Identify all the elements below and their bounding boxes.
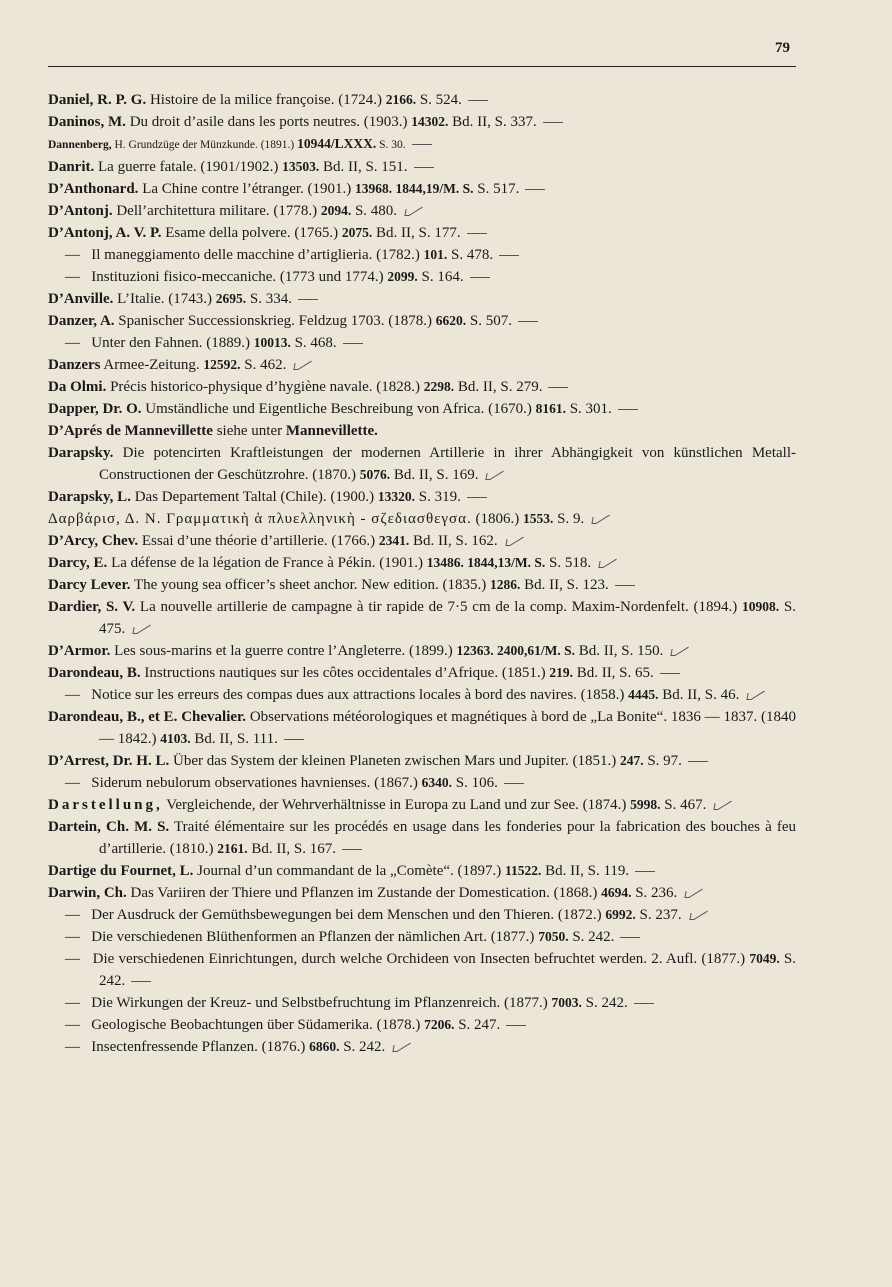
entry-shelfmark: 2166. xyxy=(385,92,417,107)
entry-title: La défense de la légation de France à Pékin. (1901.) xyxy=(107,555,427,571)
entry-title: La nouvelle artillerie de campagne à tir rapide de 7·5 cm de la comp. Maxim-Nordenfelt. (1894.) xyxy=(135,599,743,615)
handwritten-dash-mark-icon xyxy=(499,251,521,261)
catalog-entry xyxy=(48,486,796,508)
catalog-entry xyxy=(48,750,796,772)
entry-shelfmark: 6992. xyxy=(605,907,636,922)
handwritten-check-mark-icon xyxy=(403,207,425,217)
handwritten-dash-mark-icon xyxy=(504,779,526,789)
handwritten-check-mark-icon xyxy=(391,1043,413,1053)
handwritten-dash-mark-icon xyxy=(467,229,489,239)
entry-title: La guerre fatale. (1901/1902.) xyxy=(94,159,283,175)
entry-title: Observations météorologiques et magnétiques à bord de „La Bonite“. 1836 — 1837. (1840 — 1842.) xyxy=(99,709,796,747)
catalog-subentry xyxy=(48,926,796,948)
catalog-entry xyxy=(48,222,796,244)
entry-page-ref: Bd. II, S. 279. xyxy=(454,379,543,395)
page-number: 79 xyxy=(775,40,790,56)
entry-shelfmark: 4103. xyxy=(160,731,191,746)
handwritten-dash-mark-icon xyxy=(342,845,364,855)
entry-page-ref: S. 97. xyxy=(643,753,682,769)
catalog-subentry xyxy=(48,1036,796,1058)
entry-page-ref: S. 242. xyxy=(99,951,797,989)
entry-shelfmark: 13968. 1844,19/M. S. xyxy=(355,181,474,196)
handwritten-check-mark-icon xyxy=(669,647,691,657)
catalog-entry xyxy=(48,816,796,860)
header-rule xyxy=(48,66,796,67)
entry-title: Geologische Beobachtungen über Südamerika. (1878.) xyxy=(91,1017,425,1033)
entry-shelfmark: 7206. xyxy=(424,1017,455,1032)
entry-shelfmark: 6340. xyxy=(421,775,452,790)
handwritten-check-mark-icon xyxy=(712,801,734,811)
entry-page-ref: S. 236. xyxy=(631,885,678,901)
entry-shelfmark: 11522. xyxy=(505,863,542,878)
entry-title: Über das System der kleinen Planeten zwischen Mars und Jupiter. (1851.) xyxy=(169,753,620,769)
entry-shelfmark: 6620. xyxy=(435,313,467,328)
entry-page-ref: Bd. II, S. 123. xyxy=(520,577,609,593)
entry-page-ref: S. 518. xyxy=(545,555,592,571)
entry-title: Die potencirten Kraftleistungen der modernen Artillerie in ihrer Abhängigkeit von künstlichen Metall-Constructionen der Geschützrohre. (1870.) xyxy=(99,445,796,483)
entry-author: Danzer, A. xyxy=(48,313,115,329)
handwritten-dash-mark-icon xyxy=(343,339,365,349)
entry-author: D’Antonj, A. V. P. xyxy=(48,225,162,241)
catalog-entry xyxy=(48,111,796,133)
entry-title: Armee-Zeitung. xyxy=(100,357,204,373)
catalog-entry xyxy=(48,156,796,178)
entry-page-ref: Bd. II, S. 151. xyxy=(319,159,408,175)
entry-title: Il maneggiamento delle macchine d’artiglieria. (1782.) xyxy=(91,247,424,263)
entry-author: Daniel, R. P. G. xyxy=(48,92,147,108)
entry-shelfmark: 4445. xyxy=(628,687,659,702)
entry-shelfmark: 2075. xyxy=(341,225,373,240)
entry-title: Unter den Fahnen. (1889.) xyxy=(91,335,254,351)
entry-page-ref: Bd. II, S. 150. xyxy=(574,643,664,659)
entry-page-ref: S. 524. xyxy=(416,92,462,108)
entry-title: Das Departement Taltal (Chile). (1900.) xyxy=(130,489,378,505)
handwritten-check-mark-icon xyxy=(590,515,612,525)
entry-title: Der Ausdruck der Gemüthsbewegungen bei dem Menschen und den Thieren. (1872.) xyxy=(91,907,606,923)
handwritten-check-mark-icon xyxy=(292,361,314,371)
catalog-entry xyxy=(48,706,796,750)
handwritten-check-mark-icon xyxy=(597,559,619,569)
entry-title: Traité élémentaire sur les procédés en usage dans les fonderies pour la fabrication des bouches à feu d’artillerie. (1810.) xyxy=(99,819,796,857)
entry-title: Die verschiedenen Blüthenformen an Pflanzen der nämlichen Art. (1877.) xyxy=(91,929,539,945)
catalog-entry xyxy=(48,288,796,310)
handwritten-dash-mark-icon xyxy=(506,1021,528,1031)
entry-author: Dapper, Dr. O. xyxy=(48,401,142,417)
entry-page-ref: Bd. II, S. 169. xyxy=(390,467,479,483)
entry-title: L’Italie. (1743.) xyxy=(113,291,216,307)
catalog-subentry xyxy=(48,772,796,794)
entry-page-ref: S. 478. xyxy=(447,247,494,263)
catalog-entry xyxy=(48,508,796,530)
handwritten-dash-mark-icon xyxy=(284,735,306,745)
entry-page-ref: Bd. II, S. 111. xyxy=(190,731,278,747)
handwritten-check-mark-icon xyxy=(504,537,526,547)
entry-shelfmark: 7049. xyxy=(749,951,780,966)
entry-page-ref: S. 462. xyxy=(240,357,287,373)
catalog-entry xyxy=(48,376,796,398)
catalog-subentry xyxy=(48,948,796,992)
handwritten-dash-mark-icon xyxy=(525,185,547,195)
handwritten-dash-mark-icon xyxy=(518,317,540,327)
entry-title: Dell’architettura militare. (1778.) xyxy=(112,203,321,219)
entry-shelfmark: 13503. xyxy=(282,159,320,174)
entry-page-ref: S. 467. xyxy=(660,797,707,813)
entry-shelfmark: 2695. xyxy=(215,291,247,306)
entry-page-ref: S. 480. xyxy=(351,203,398,219)
entry-title: Die Wirkungen der Kreuz- und Selbstbefruchtung im Pflanzenreich. (1877.) xyxy=(91,995,552,1011)
catalog-subentry xyxy=(48,332,796,354)
catalog-entry xyxy=(48,640,796,662)
handwritten-dash-mark-icon xyxy=(618,405,640,415)
entry-title: Die verschiedenen Einrichtungen, durch welche Orchideen von Insecten befruchtet werden. 2. Aufl. (1877.) xyxy=(92,951,750,967)
handwritten-dash-mark-icon xyxy=(470,273,492,283)
entry-author: Dartein, Ch. M. S. xyxy=(48,819,170,835)
entry-title: Spanischer Successionskrieg. Feldzug 1703. (1878.) xyxy=(114,313,436,329)
catalog-subentry xyxy=(48,904,796,926)
entry-author: D’Aprés de Mannevillette xyxy=(48,423,213,439)
entry-title: Notice sur les erreurs des compas dues aux attractions locales à bord des navires. (1858.) xyxy=(91,687,629,703)
entry-author: Darcy Lever. xyxy=(48,577,131,593)
catalog-entry xyxy=(48,596,796,640)
handwritten-dash-mark-icon xyxy=(131,977,153,987)
entry-shelfmark: 13486. 1844,13/M. S. xyxy=(426,555,546,570)
entry-author: Darapsky. xyxy=(48,445,114,461)
entry-spaced-heading: Darstellung, xyxy=(48,797,163,813)
entry-shelfmark: 247. xyxy=(619,753,644,768)
entry-greek-title: Δαρβάρισ, Δ. Ν. Γραμματικὴ ἁ πλυελληνικὴ - σζεδιασθεγσα. xyxy=(48,511,472,527)
catalog-entry xyxy=(48,133,796,156)
entry-author: D’Antonj. xyxy=(48,203,113,219)
entry-title: Vergleichende, der Wehrverhältnisse in Europa zu Land und zur See. (1874.) xyxy=(162,797,631,813)
entry-shelfmark: 2161. xyxy=(217,841,248,856)
catalog-entries xyxy=(48,89,796,1058)
entry-title: (1806.) xyxy=(471,511,523,527)
entry-title: Esame della polvere. (1765.) xyxy=(161,225,342,241)
entry-page-ref: S. 30. xyxy=(376,139,406,151)
entry-page-ref: S. 507. xyxy=(466,313,512,329)
entry-title: Instructions nautiques sur les côtes occidentales d’Afrique. (1851.) xyxy=(140,665,550,681)
handwritten-check-mark-icon xyxy=(688,911,710,921)
entry-page-ref: S. 247. xyxy=(454,1017,501,1033)
entry-author: D’Anthonard. xyxy=(48,181,139,197)
entry-shelfmark: 10908. xyxy=(742,599,780,614)
handwritten-check-mark-icon xyxy=(131,625,153,635)
entry-shelfmark: 13320. xyxy=(377,489,416,504)
entry-author: D’Anville. xyxy=(48,291,114,307)
entry-page-ref: S. 9. xyxy=(553,511,585,527)
entry-page-ref: S. 475. xyxy=(99,599,796,637)
entry-page-ref: S. 242. xyxy=(568,929,615,945)
catalog-entry xyxy=(48,530,796,552)
entry-title: Essai d’une théorie d’artillerie. (1766.) xyxy=(138,533,379,549)
catalog-entry xyxy=(48,200,796,222)
entry-shelfmark: 5076. xyxy=(359,467,391,482)
handwritten-dash-mark-icon xyxy=(414,163,436,173)
entry-shelfmark: 101. xyxy=(423,247,448,262)
entry-shelfmark: 10944/LXXX. xyxy=(297,136,377,151)
catalog-entry xyxy=(48,662,796,684)
entry-page-ref: S. 242. xyxy=(581,995,628,1011)
handwritten-dash-mark-icon xyxy=(543,118,565,128)
entry-author: Danrit. xyxy=(48,159,95,175)
entry-page-ref: Bd. II, S. 119. xyxy=(541,863,630,879)
entry-shelfmark: 10013. xyxy=(253,335,291,350)
entry-page-ref: S. 242. xyxy=(339,1039,386,1055)
handwritten-dash-mark-icon xyxy=(620,933,642,943)
handwritten-check-mark-icon xyxy=(683,889,705,899)
entry-page-ref: S. 164. xyxy=(417,269,464,285)
entry-shelfmark: 8161. xyxy=(535,401,566,416)
entry-title: Siderum nebulorum observationes havnienses. (1867.) xyxy=(91,775,422,791)
entry-page-ref: Bd. II, S. 167. xyxy=(247,841,337,857)
catalog-entry xyxy=(48,310,796,332)
entry-author: Darondeau, B. xyxy=(48,665,141,681)
handwritten-dash-mark-icon xyxy=(548,383,570,393)
entry-page-ref: Bd. II, S. 162. xyxy=(409,533,498,549)
entry-title: Les sous-marins et la guerre contre l’Angleterre. (1899.) xyxy=(110,643,457,659)
entry-title: Du droit d’asile dans les ports neutres. (1903.) xyxy=(125,114,412,130)
entry-author: Darwin, Ch. xyxy=(48,885,127,901)
entry-shelfmark: 2094. xyxy=(320,203,352,218)
handwritten-dash-mark-icon xyxy=(468,96,490,106)
entry-shelfmark: 12363. 2400,61/M. S. xyxy=(456,643,575,658)
entry-shelfmark: 2341. xyxy=(378,533,410,548)
handwritten-dash-mark-icon xyxy=(635,867,657,877)
catalog-subentry xyxy=(48,266,796,288)
entry-shelfmark: 219. xyxy=(549,665,573,680)
entry-title: La Chine contre l’étranger. (1901.) xyxy=(138,181,356,197)
catalog-entry xyxy=(48,178,796,200)
entry-page-ref: Bd. II, S. 46. xyxy=(658,687,740,703)
entry-shelfmark: 6860. xyxy=(309,1039,340,1054)
entry-page-ref: S. 319. xyxy=(415,489,461,505)
handwritten-dash-mark-icon xyxy=(467,493,489,503)
entry-author: Darapsky, L. xyxy=(48,489,131,505)
catalog-entry xyxy=(48,794,796,816)
handwritten-dash-mark-icon xyxy=(634,999,656,1009)
entry-page-ref: S. 517. xyxy=(473,181,520,197)
entry-shelfmark: 14302. xyxy=(411,114,449,129)
catalog-entry xyxy=(48,420,796,442)
entry-page-ref: Bd. II, S. 177. xyxy=(372,225,461,241)
entry-shelfmark: 2298. xyxy=(423,379,455,394)
entry-page-ref: S. 237. xyxy=(635,907,682,923)
entry-page-ref: S. 468. xyxy=(290,335,337,351)
entry-shelfmark: 7050. xyxy=(538,929,569,944)
catalog-entry xyxy=(48,89,796,111)
entry-page-ref: S. 301. xyxy=(565,401,612,417)
entry-title: Instituzioni fisico-meccaniche. (1773 und 1774.) xyxy=(91,269,388,285)
entry-title: Das Variiren der Thiere und Pflanzen im Zustande der Domestication. (1868.) xyxy=(126,885,602,901)
entry-shelfmark: 2099. xyxy=(387,269,418,284)
entry-author: Danzers xyxy=(48,357,101,373)
catalog-entry xyxy=(48,882,796,904)
handwritten-dash-mark-icon xyxy=(298,295,320,305)
catalog-entry xyxy=(48,552,796,574)
handwritten-check-mark-icon xyxy=(745,691,767,701)
catalog-entry xyxy=(48,398,796,420)
handwritten-dash-mark-icon xyxy=(615,581,637,591)
catalog-subentry xyxy=(48,244,796,266)
catalog-entry xyxy=(48,574,796,596)
entry-author: D’Armor. xyxy=(48,643,111,659)
entry-shelfmark: 1286. xyxy=(489,577,521,592)
entry-page-ref: S. 334. xyxy=(246,291,292,307)
handwritten-dash-mark-icon xyxy=(412,140,434,150)
entry-title: siehe unter xyxy=(212,423,286,439)
entry-cross-reference: Mannevillette. xyxy=(285,423,378,439)
handwritten-dash-mark-icon xyxy=(660,669,682,679)
catalog-subentry xyxy=(48,684,796,706)
handwritten-dash-mark-icon xyxy=(688,757,710,767)
entry-author: Daninos, M. xyxy=(48,114,126,130)
entry-author: D’Arrest, Dr. H. L. xyxy=(48,753,170,769)
handwritten-check-mark-icon xyxy=(484,471,506,481)
entry-title: Histoire de la milice françoise. (1724.) xyxy=(146,92,386,108)
catalog-entry xyxy=(48,442,796,486)
entry-author: Da Olmi. xyxy=(48,379,107,395)
entry-author: Dardier, S. V. xyxy=(48,599,136,615)
entry-author: Darcy, E. xyxy=(48,555,108,571)
entry-page-ref: S. 106. xyxy=(451,775,498,791)
entry-shelfmark: 4694. xyxy=(601,885,632,900)
catalog-entry xyxy=(48,860,796,882)
entry-page-ref: Bd. II, S. 65. xyxy=(572,665,654,681)
entry-title: H. Grundzüge der Münzkunde. (1891.) xyxy=(111,139,298,151)
entry-shelfmark: 5998. xyxy=(630,797,661,812)
catalog-entry xyxy=(48,354,796,376)
entry-author: Darondeau, B., et E. Chevalier. xyxy=(48,709,247,725)
catalog-subentry xyxy=(48,1014,796,1036)
entry-title: Précis historico-physique d’hygiène navale. (1828.) xyxy=(106,379,424,395)
entry-author: D’Arcy, Chev. xyxy=(48,533,139,549)
entry-title: Journal d’un commandant de la „Comète“. (1897.) xyxy=(193,863,505,879)
entry-shelfmark: 7003. xyxy=(551,995,582,1010)
entry-author: Dannenberg, xyxy=(48,139,112,151)
catalog-subentry xyxy=(48,992,796,1014)
entry-shelfmark: 1553. xyxy=(523,511,554,526)
entry-author: Dartige du Fournet, L. xyxy=(48,863,194,879)
entry-title: Umständliche und Eigentliche Beschreibung von Africa. (1670.) xyxy=(141,401,536,417)
entry-page-ref: Bd. II, S. 337. xyxy=(448,114,537,130)
entry-title: Insectenfressende Pflanzen. (1876.) xyxy=(91,1039,310,1055)
entry-shelfmark: 12592. xyxy=(203,357,241,372)
entry-title: The young sea officer’s sheet anchor. New edition. (1835.) xyxy=(130,577,490,593)
